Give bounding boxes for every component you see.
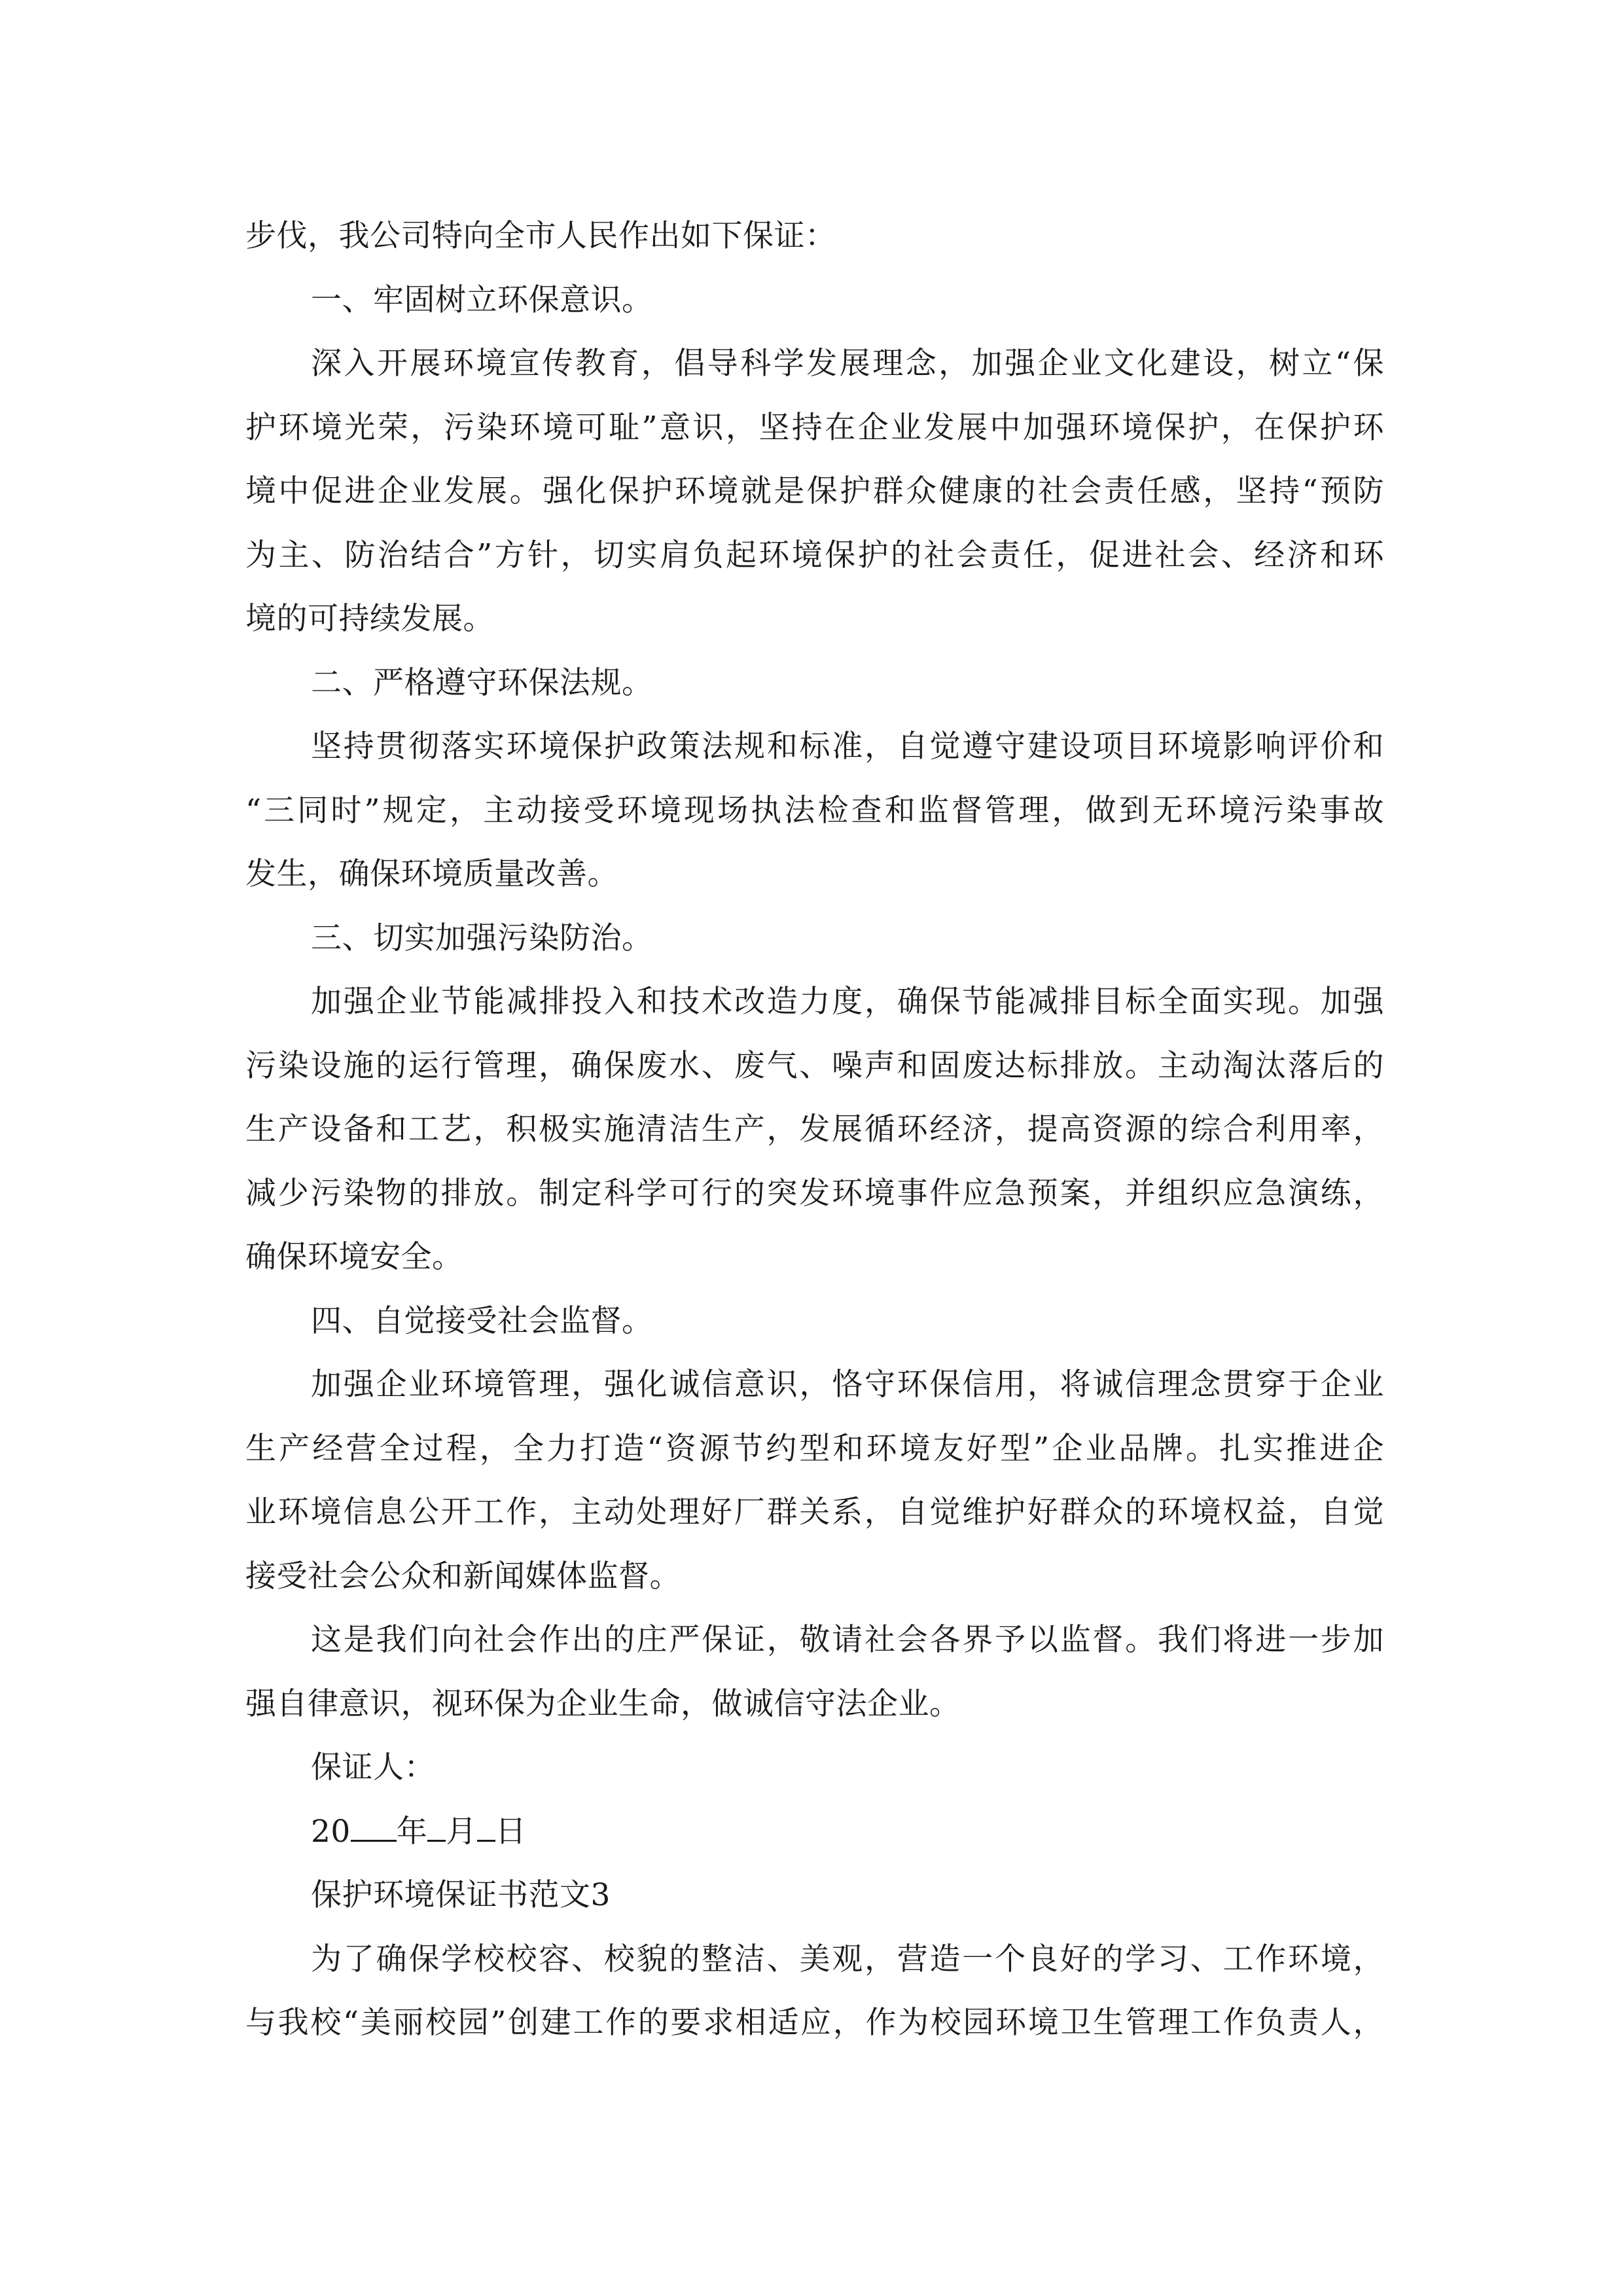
paragraph-line: 步伐，我公司特向全市人民作出如下保证：	[245, 218, 836, 254]
year-blank	[351, 1814, 397, 1842]
paragraph-line: 接受社会公众和新闻媒体监督。	[245, 1558, 681, 1594]
date-month: 月	[446, 1813, 477, 1850]
paragraph-line: 深入开展环境宣传教育，倡导科学发展理念，加强企业文化建设，树立“保	[311, 346, 1384, 382]
section-heading-1: 一、牢固树立环保意识。	[311, 281, 653, 318]
paragraph-line: 加强企业环境管理，强化诚信意识，恪守环保信用，将诚信理念贯穿于企业	[311, 1367, 1384, 1403]
section-heading-4: 四、自觉接受社会监督。	[311, 1302, 653, 1339]
date-line	[245, 1800, 1384, 1864]
paragraph-line: 这是我们向社会作出的庄严保证，敬请社会各界予以监督。我们将进一步加	[311, 1622, 1384, 1658]
paragraph-line: 发生，确保环境质量改善。	[245, 856, 618, 892]
guarantor-label: 保证人：	[311, 1749, 435, 1785]
paragraph-line: 减少污染物的排放。制定科学可行的突发环境事件应急预案，并组织应急演练，	[245, 1175, 1384, 1211]
date-prefix: 20	[311, 1813, 351, 1850]
date-day: 日	[495, 1813, 527, 1850]
paragraph-line: 境中促进企业发展。强化保护环境就是保护群众健康的社会责任感，坚持“预防	[245, 473, 1384, 509]
day-blank	[477, 1814, 495, 1842]
section-heading-3: 三、切实加强污染防治。	[311, 920, 653, 956]
paragraph-line: 污染设施的运行管理，确保废水、废气、噪声和固废达标排放。主动淘汰落后的	[245, 1047, 1384, 1084]
paragraph-line: 境的可持续发展。	[245, 601, 494, 637]
section-heading-2: 二、严格遵守环保法规。	[311, 664, 653, 701]
paragraph-line: 生产经营全过程，全力打造“资源节约型和环境友好型”企业品牌。扎实推进企	[245, 1430, 1384, 1467]
paragraph-line: 业环境信息公开工作，主动处理好厂群关系，自觉维护好群众的环境权益，自觉	[245, 1494, 1384, 1530]
paragraph-line: “三同时”规定，主动接受环境现场执法检查和监督管理，做到无环境污染事故	[245, 792, 1384, 829]
paragraph-line: 确保环境安全。	[245, 1239, 463, 1275]
paragraph-line: 与我校“美丽校园”创建工作的要求相适应，作为校园环境卫生管理工作负责人，	[245, 2005, 1384, 2041]
paragraph-line: 强自律意识，视环保为企业生命，做诚信守法企业。	[245, 1685, 961, 1722]
month-blank	[427, 1814, 446, 1842]
paragraph-line: 加强企业节能减排投入和技术改造力度，确保节能减排目标全面实现。加强	[311, 984, 1384, 1020]
paragraph-line: 为了确保学校校容、校貌的整洁、美观，营造一个良好的学习、工作环境，	[311, 1941, 1384, 1977]
date-year: 年	[396, 1813, 428, 1850]
section-title: 保护环境保证书范文3	[311, 1877, 611, 1913]
paragraph-line: 坚持贯彻落实环境保护政策法规和标准，自觉遵守建设项目环境影响评价和	[311, 728, 1384, 764]
paragraph-line: 护环境光荣，污染环境可耻”意识，坚持在企业发展中加强环境保护，在保护环	[245, 409, 1384, 446]
paragraph-line: 为主、防治结合”方针，切实肩负起环境保护的社会责任，促进社会、经济和环	[245, 537, 1384, 573]
paragraph-line: 生产设备和工艺，积极实施清洁生产，发展循环经济，提高资源的综合利用率，	[245, 1111, 1384, 1147]
document-body	[245, 204, 1384, 2055]
